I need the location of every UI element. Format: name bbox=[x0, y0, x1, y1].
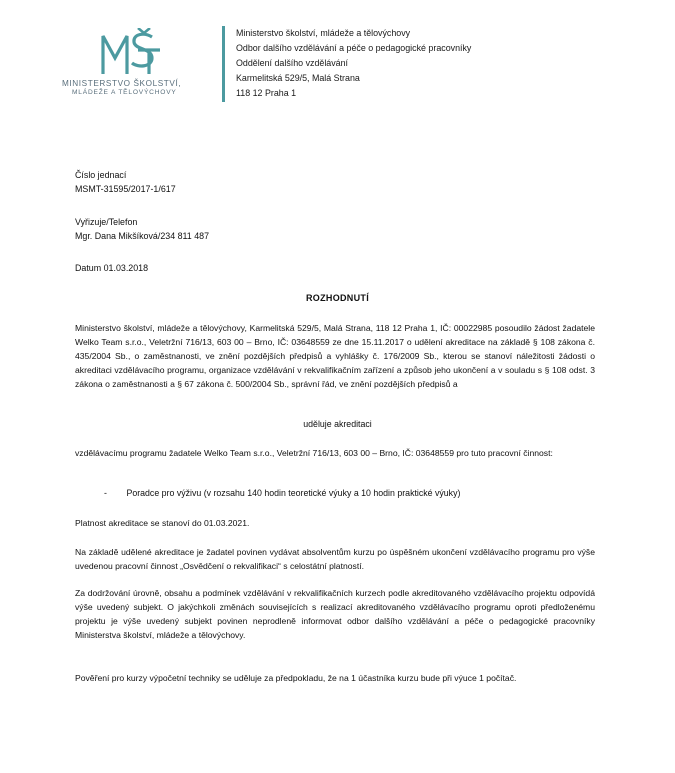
grant-statement: uděluje akreditaci bbox=[303, 419, 372, 429]
address-line: 118 12 Praha 1 bbox=[236, 88, 297, 98]
validity-statement: Platnost akreditace se stanoví do 01.03.2021. bbox=[75, 518, 250, 528]
document-heading: ROZHODNUTÍ bbox=[306, 293, 369, 303]
reference-number: MSMT-31595/2017-1/617 bbox=[75, 184, 176, 194]
address-line: Oddělení dalšího vzdělávání bbox=[236, 58, 348, 68]
logo-text-line1: MINISTERSTVO ŠKOLSTVÍ, bbox=[62, 79, 182, 88]
reference-block bbox=[75, 168, 176, 196]
ministry-address-block bbox=[236, 26, 471, 101]
bullet-dash: - bbox=[104, 488, 107, 498]
contact-block bbox=[75, 215, 209, 243]
address-line: Karmelitská 529/5, Malá Strana bbox=[236, 73, 360, 83]
ministry-logo bbox=[60, 28, 220, 108]
address-line: Ministerstvo školství, mládeže a tělovýchovy bbox=[236, 28, 411, 38]
program-name: Poradce pro výživu (v rozsahu 140 hodin teoretické výuky a 10 hodin praktické výuky) bbox=[126, 488, 461, 498]
paragraph-program: vzdělávacímu programu žadatele Welko Team s.r.o., Veletržní 716/13, 603 00 – Brno, IČ: 03648559 pro tuto pracovní činnost: bbox=[75, 448, 553, 458]
header-divider bbox=[222, 26, 225, 102]
reference-label: Číslo jednací bbox=[75, 170, 127, 180]
paragraph-intro: Ministerstvo školství, mládeže a tělovýchovy, Karmelitská 529/5, Malá Strana, 118 12 Praha 1, IČ: 00022985 posoudilo žádost žadatele Welko Team s.r.o., Veletržní 716/13, 603 00 – Brno, IČ: 03648559 ze dne 15.11.2017 o udělení akreditace na základě § 108 zákona č. 435/2004 Sb., o zaměstnanosti, ve znění pozdějších předpisů a vyhlášky č. 176/2009 Sb., kterou se stanoví náležitosti žádosti o akreditaci vzdělávacího programu, organizace vzdělávání v rekvalifikačním zařízení a způsob jeho ukončení a v souladu s § 108 odst. 3 zákona o zaměstnanosti a § 67 zákona č. 500/2004 Sb., správní řád, ve znění pozdějších předpisů a bbox=[75, 323, 595, 389]
paragraph-responsibility: Za dodržování úrovně, obsahu a podmínek vzdělávání v rekvalifikačních kurzech podle akreditovaného vzdělávacího projektu odpovídá výše uvedený subjekt. O jakýchkoli změnách souvisejících s realizací akreditovaného vzdělávacího programu oproti předloženému projektu je výše uvedený subjekt povinen neprodleně informovat odbor dalšího vzdělávání a péče o pedagogické pracovníky Ministerstva školství, mládeže a tělovýchovy. bbox=[75, 588, 595, 640]
date-line: Datum 01.03.2018 bbox=[75, 263, 149, 273]
logo-text-line2: MLÁDEŽE A TĚLOVÝCHOVY bbox=[72, 89, 177, 96]
paragraph-certificate: Na základě udělené akreditace je žadatel povinen vydávat absolventům kurzu po úspěšném ukončení vzdělávacího programu pro výše uvedenou pracovní činnost „Osvědčení o rekvalifikaci“ s celostátní platností. bbox=[75, 547, 595, 571]
msmt-logo-mark bbox=[100, 28, 162, 76]
contact-label: Vyřizuje/Telefon bbox=[75, 217, 138, 227]
address-line: Odbor dalšího vzdělávání a péče o pedagogické pracovníky bbox=[236, 43, 472, 53]
paragraph-computers: Pověření pro kurzy výpočetní techniky se uděluje za předpokladu, že na 1 účastníka kurzu bude při výuce 1 počítač. bbox=[75, 673, 517, 683]
contact-value: Mgr. Dana Mikšíková/234 811 487 bbox=[75, 231, 210, 241]
list-item bbox=[104, 488, 460, 498]
